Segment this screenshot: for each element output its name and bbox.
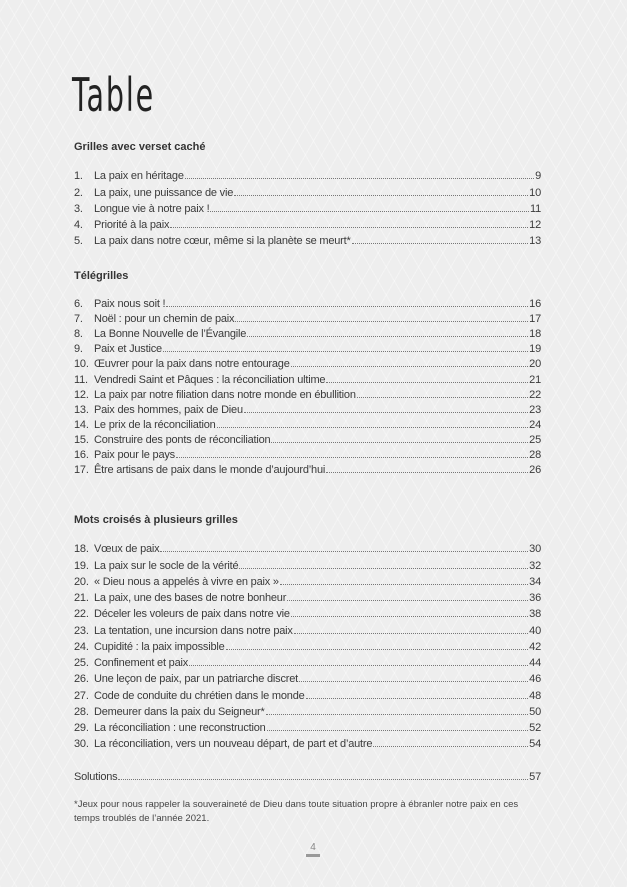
toc-number: 29.: [74, 722, 89, 734]
toc-number: 26.: [74, 673, 89, 686]
toc-label: La paix par notre filiation dans notre monde en ébullition: [94, 388, 356, 401]
toc-entry[interactable]: [74, 702, 541, 718]
toc-label: La paix, une puissance de vie: [94, 186, 234, 199]
toc-page: 50: [529, 705, 541, 718]
dot-leader: [160, 551, 528, 552]
toc-label: Cupidité : la paix impossible: [94, 640, 225, 653]
toc-page: 44: [529, 657, 541, 669]
toc-label: Code de conduite du chrétien dans le monde: [94, 689, 305, 702]
toc-entry[interactable]: [74, 718, 541, 734]
dot-leader: [280, 584, 528, 585]
toc-entry[interactable]: [74, 325, 541, 340]
toc-page: 42: [529, 640, 541, 653]
toc-number: 27.: [74, 689, 89, 702]
dot-leader: [166, 306, 528, 307]
dot-leader: [326, 382, 528, 383]
toc-page: 24: [529, 418, 541, 431]
toc-label: Vendredi Saint et Pâques : la réconciliation ultime: [94, 373, 326, 386]
toc-label: La paix dans notre cœur, même si la planète se meurt*: [94, 235, 351, 248]
dot-leader: [287, 600, 528, 601]
toc-page: 11: [529, 202, 541, 215]
toc-entry[interactable]: [74, 166, 541, 182]
toc-number: 15.: [74, 433, 89, 446]
toc-number: 19.: [74, 559, 89, 572]
toc-entry[interactable]: [74, 539, 541, 555]
toc-page: 32: [529, 559, 541, 572]
toc-label: Paix des hommes, paix de Dieu: [94, 403, 243, 416]
toc-label-wrap: [74, 358, 290, 370]
dot-leader: [326, 472, 528, 473]
toc-label-wrap: [74, 738, 372, 750]
toc-number: 28.: [74, 705, 89, 718]
toc-label-wrap: [74, 235, 351, 247]
toc-label: Œuvrer pour la paix dans notre entourage: [94, 358, 290, 371]
toc-number: 30.: [74, 738, 89, 751]
toc-label: Paix et Justice: [94, 343, 162, 356]
toc-page: 46: [529, 673, 541, 686]
toc-label: Priorité à la paix: [94, 219, 170, 232]
toc-number: 16.: [74, 449, 89, 462]
toc-label-wrap: [74, 560, 238, 572]
toc-number: 9.: [74, 343, 83, 356]
toc-entry[interactable]: [74, 572, 541, 588]
toc-page: 40: [529, 624, 541, 637]
page-number-text: 4: [310, 842, 316, 853]
section-heading: Télégrilles: [74, 270, 129, 282]
toc-label-wrap: [74, 449, 175, 461]
toc-number: 14.: [74, 418, 89, 431]
toc-label: Déceler les voleurs de paix dans notre vie: [94, 608, 290, 621]
toc-entry[interactable]: [74, 416, 541, 431]
toc-number: 18.: [74, 543, 89, 556]
toc-number: 7.: [74, 313, 83, 326]
toc-page: 22: [529, 388, 541, 401]
toc-entry[interactable]: [74, 340, 541, 355]
page-title: Table: [72, 68, 156, 122]
toc-label: Vœux de paix: [94, 543, 160, 556]
toc-number: 12.: [74, 388, 89, 401]
toc-label-wrap: [74, 419, 216, 431]
toc-entry[interactable]: [74, 401, 541, 416]
toc-label: Construire des ponts de réconciliation: [94, 433, 271, 446]
toc-entry[interactable]: [74, 295, 541, 310]
toc-number: 13.: [74, 403, 89, 416]
dot-leader: [210, 211, 528, 212]
toc-label-wrap: [74, 722, 266, 734]
dot-leader: [352, 243, 529, 244]
toc-page: 16: [529, 298, 541, 311]
toc-entry[interactable]: [74, 310, 541, 325]
toc-label: Demeurer dans la paix du Seigneur*: [94, 705, 265, 718]
dot-leader: [217, 427, 529, 428]
toc-page: 30: [529, 543, 541, 556]
toc-entry[interactable]: [74, 653, 541, 669]
toc-label-wrap: [74, 328, 246, 340]
toc-entry[interactable]: [74, 231, 541, 247]
dot-leader: [118, 779, 528, 780]
footnote: *Jeux pour nous rappeler la souveraineté de Dieu dans toute situation propre à ébranler notre paix en ces temps troublés de l’année 2021.: [74, 799, 519, 824]
toc-number: 21.: [74, 592, 89, 604]
dot-leader: [235, 321, 528, 322]
solutions-entry[interactable]: [74, 771, 541, 783]
toc-label: La tentation, une incursion dans notre paix: [94, 624, 293, 637]
toc-page: 28: [529, 449, 541, 462]
toc-label: Le prix de la réconciliation: [94, 418, 216, 431]
dot-leader: [234, 195, 528, 196]
toc-number: 25.: [74, 657, 89, 669]
toc-label-wrap: [74, 313, 234, 325]
toc-label-wrap: [74, 343, 162, 355]
dot-leader: [163, 351, 528, 352]
toc-label-wrap: [74, 690, 305, 702]
toc-label: La réconciliation : une reconstruction: [94, 722, 266, 734]
toc-label-wrap: [74, 374, 325, 386]
section-grilles: [74, 140, 541, 247]
dot-leader: [170, 227, 528, 228]
toc-label: Paix nous soit !: [94, 298, 166, 311]
toc-entry[interactable]: [74, 355, 541, 370]
toc-number: 6.: [74, 298, 83, 311]
toc-page: 10: [529, 186, 541, 199]
section-heading: Mots croisés à plusieurs grilles: [74, 514, 238, 526]
toc-entry[interactable]: [74, 446, 541, 461]
toc-page: 18: [529, 328, 541, 341]
section-telegrilles: [74, 269, 541, 476]
dot-leader: [176, 457, 528, 458]
toc-page: 52: [529, 722, 541, 734]
toc-number: 22.: [74, 608, 89, 621]
toc-label: Une leçon de paix, par un patriarche discret: [94, 673, 298, 686]
toc-number: 2.: [74, 186, 83, 199]
toc-label: Être artisans de paix dans le monde d’aujourd’hui: [94, 464, 326, 477]
toc-number: 4.: [74, 219, 83, 232]
toc-number: 23.: [74, 624, 89, 637]
toc-page: 13: [529, 235, 541, 248]
toc-entry[interactable]: [74, 431, 541, 446]
toc-page: 21: [529, 373, 541, 386]
toc-entry[interactable]: [74, 370, 541, 385]
dot-leader: [294, 633, 528, 634]
dot-leader: [373, 746, 528, 747]
toc-label-wrap: [74, 203, 209, 215]
toc-label-wrap: [74, 673, 298, 685]
dot-leader: [306, 698, 529, 699]
toc-number: 1.: [74, 170, 83, 183]
dot-leader: [266, 714, 529, 715]
dot-leader: [299, 681, 528, 682]
toc-number: 10.: [74, 358, 89, 371]
toc-label: Paix pour le pays: [94, 449, 175, 462]
toc-entry[interactable]: [74, 620, 541, 636]
toc-entry[interactable]: [74, 461, 541, 476]
toc-label: Noël : pour un chemin de paix: [94, 313, 235, 326]
dot-leader: [291, 366, 529, 367]
toc-number: 11.: [74, 373, 88, 386]
toc-label-wrap: [74, 404, 243, 416]
toc-entry[interactable]: [74, 386, 541, 401]
toc-page: 25: [529, 433, 541, 446]
toc-number: 17.: [74, 464, 89, 477]
toc-label-wrap: [74, 219, 169, 231]
toc-label-wrap: [74, 641, 225, 653]
toc-label-wrap: [74, 657, 188, 669]
section-heading: Grilles avec verset caché: [74, 141, 206, 153]
toc-label: Confinement et paix: [94, 657, 189, 669]
toc-page: 57: [529, 771, 541, 783]
toc-entry[interactable]: [74, 685, 541, 701]
toc-label: Solutions: [74, 771, 118, 783]
toc-entry[interactable]: [74, 215, 541, 231]
toc-number: 24.: [74, 640, 89, 653]
toc-page: 12: [529, 219, 541, 232]
toc-page: 19: [529, 343, 541, 356]
toc-label-wrap: [74, 706, 265, 718]
dot-leader: [271, 442, 528, 443]
toc-entry[interactable]: [74, 637, 541, 653]
toc-page: 26: [529, 464, 541, 477]
toc-page: 17: [529, 313, 541, 326]
toc-label-wrap: [74, 298, 165, 310]
toc-label-wrap: [74, 576, 279, 588]
dot-leader: [226, 649, 529, 650]
page-number-bar: [306, 854, 320, 857]
toc-label-wrap: [74, 543, 159, 555]
toc-page: 20: [529, 358, 541, 371]
toc-label: La paix sur le socle de la vérité: [94, 559, 239, 572]
toc-label-wrap: [74, 608, 290, 620]
toc-page: 34: [529, 575, 541, 588]
toc-label-wrap: [74, 187, 233, 199]
toc-label: La Bonne Nouvelle de l’Évangile: [94, 328, 247, 341]
toc-entry[interactable]: [74, 588, 541, 604]
toc-number: 20.: [74, 575, 89, 588]
toc-number: 3.: [74, 202, 83, 215]
toc-page: 23: [529, 403, 541, 416]
dot-leader: [189, 665, 528, 666]
toc-page: 9: [535, 170, 541, 183]
dot-leader: [267, 730, 529, 731]
section-mots-croises: [74, 513, 541, 750]
page-number: [306, 842, 320, 857]
dot-leader: [247, 336, 528, 337]
toc-label: « Dieu nous a appelés à vivre en paix »: [94, 575, 279, 588]
toc-label-wrap: [74, 170, 184, 182]
toc-label: Longue vie à notre paix !: [94, 202, 210, 215]
dot-leader: [357, 397, 528, 398]
toc-number: 5.: [74, 235, 83, 248]
toc-label-wrap: [74, 389, 356, 401]
toc-entry[interactable]: [74, 734, 541, 750]
toc-entry[interactable]: [74, 669, 541, 685]
toc-number: 8.: [74, 328, 83, 341]
toc-label-wrap: [74, 464, 325, 476]
toc-label-wrap: [74, 434, 270, 446]
toc-label-wrap: [74, 592, 286, 604]
toc-label: La paix en héritage: [94, 170, 184, 183]
toc-page: 48: [529, 689, 541, 702]
toc-entry[interactable]: [74, 555, 541, 571]
toc-label: La paix, une des bases de notre bonheur: [94, 592, 287, 604]
toc-entry[interactable]: [74, 604, 541, 620]
toc-page: 36: [529, 592, 541, 604]
dot-leader: [291, 616, 528, 617]
toc-entry[interactable]: [74, 182, 541, 198]
toc-page: 54: [529, 738, 541, 751]
dot-leader: [185, 178, 534, 179]
dot-leader: [244, 412, 528, 413]
dot-leader: [239, 568, 528, 569]
toc-entry[interactable]: [74, 199, 541, 215]
toc-page: 38: [529, 608, 541, 621]
toc-label: La réconciliation, vers un nouveau départ, de part et d’autre: [94, 738, 373, 751]
toc-label-wrap: [74, 625, 293, 637]
